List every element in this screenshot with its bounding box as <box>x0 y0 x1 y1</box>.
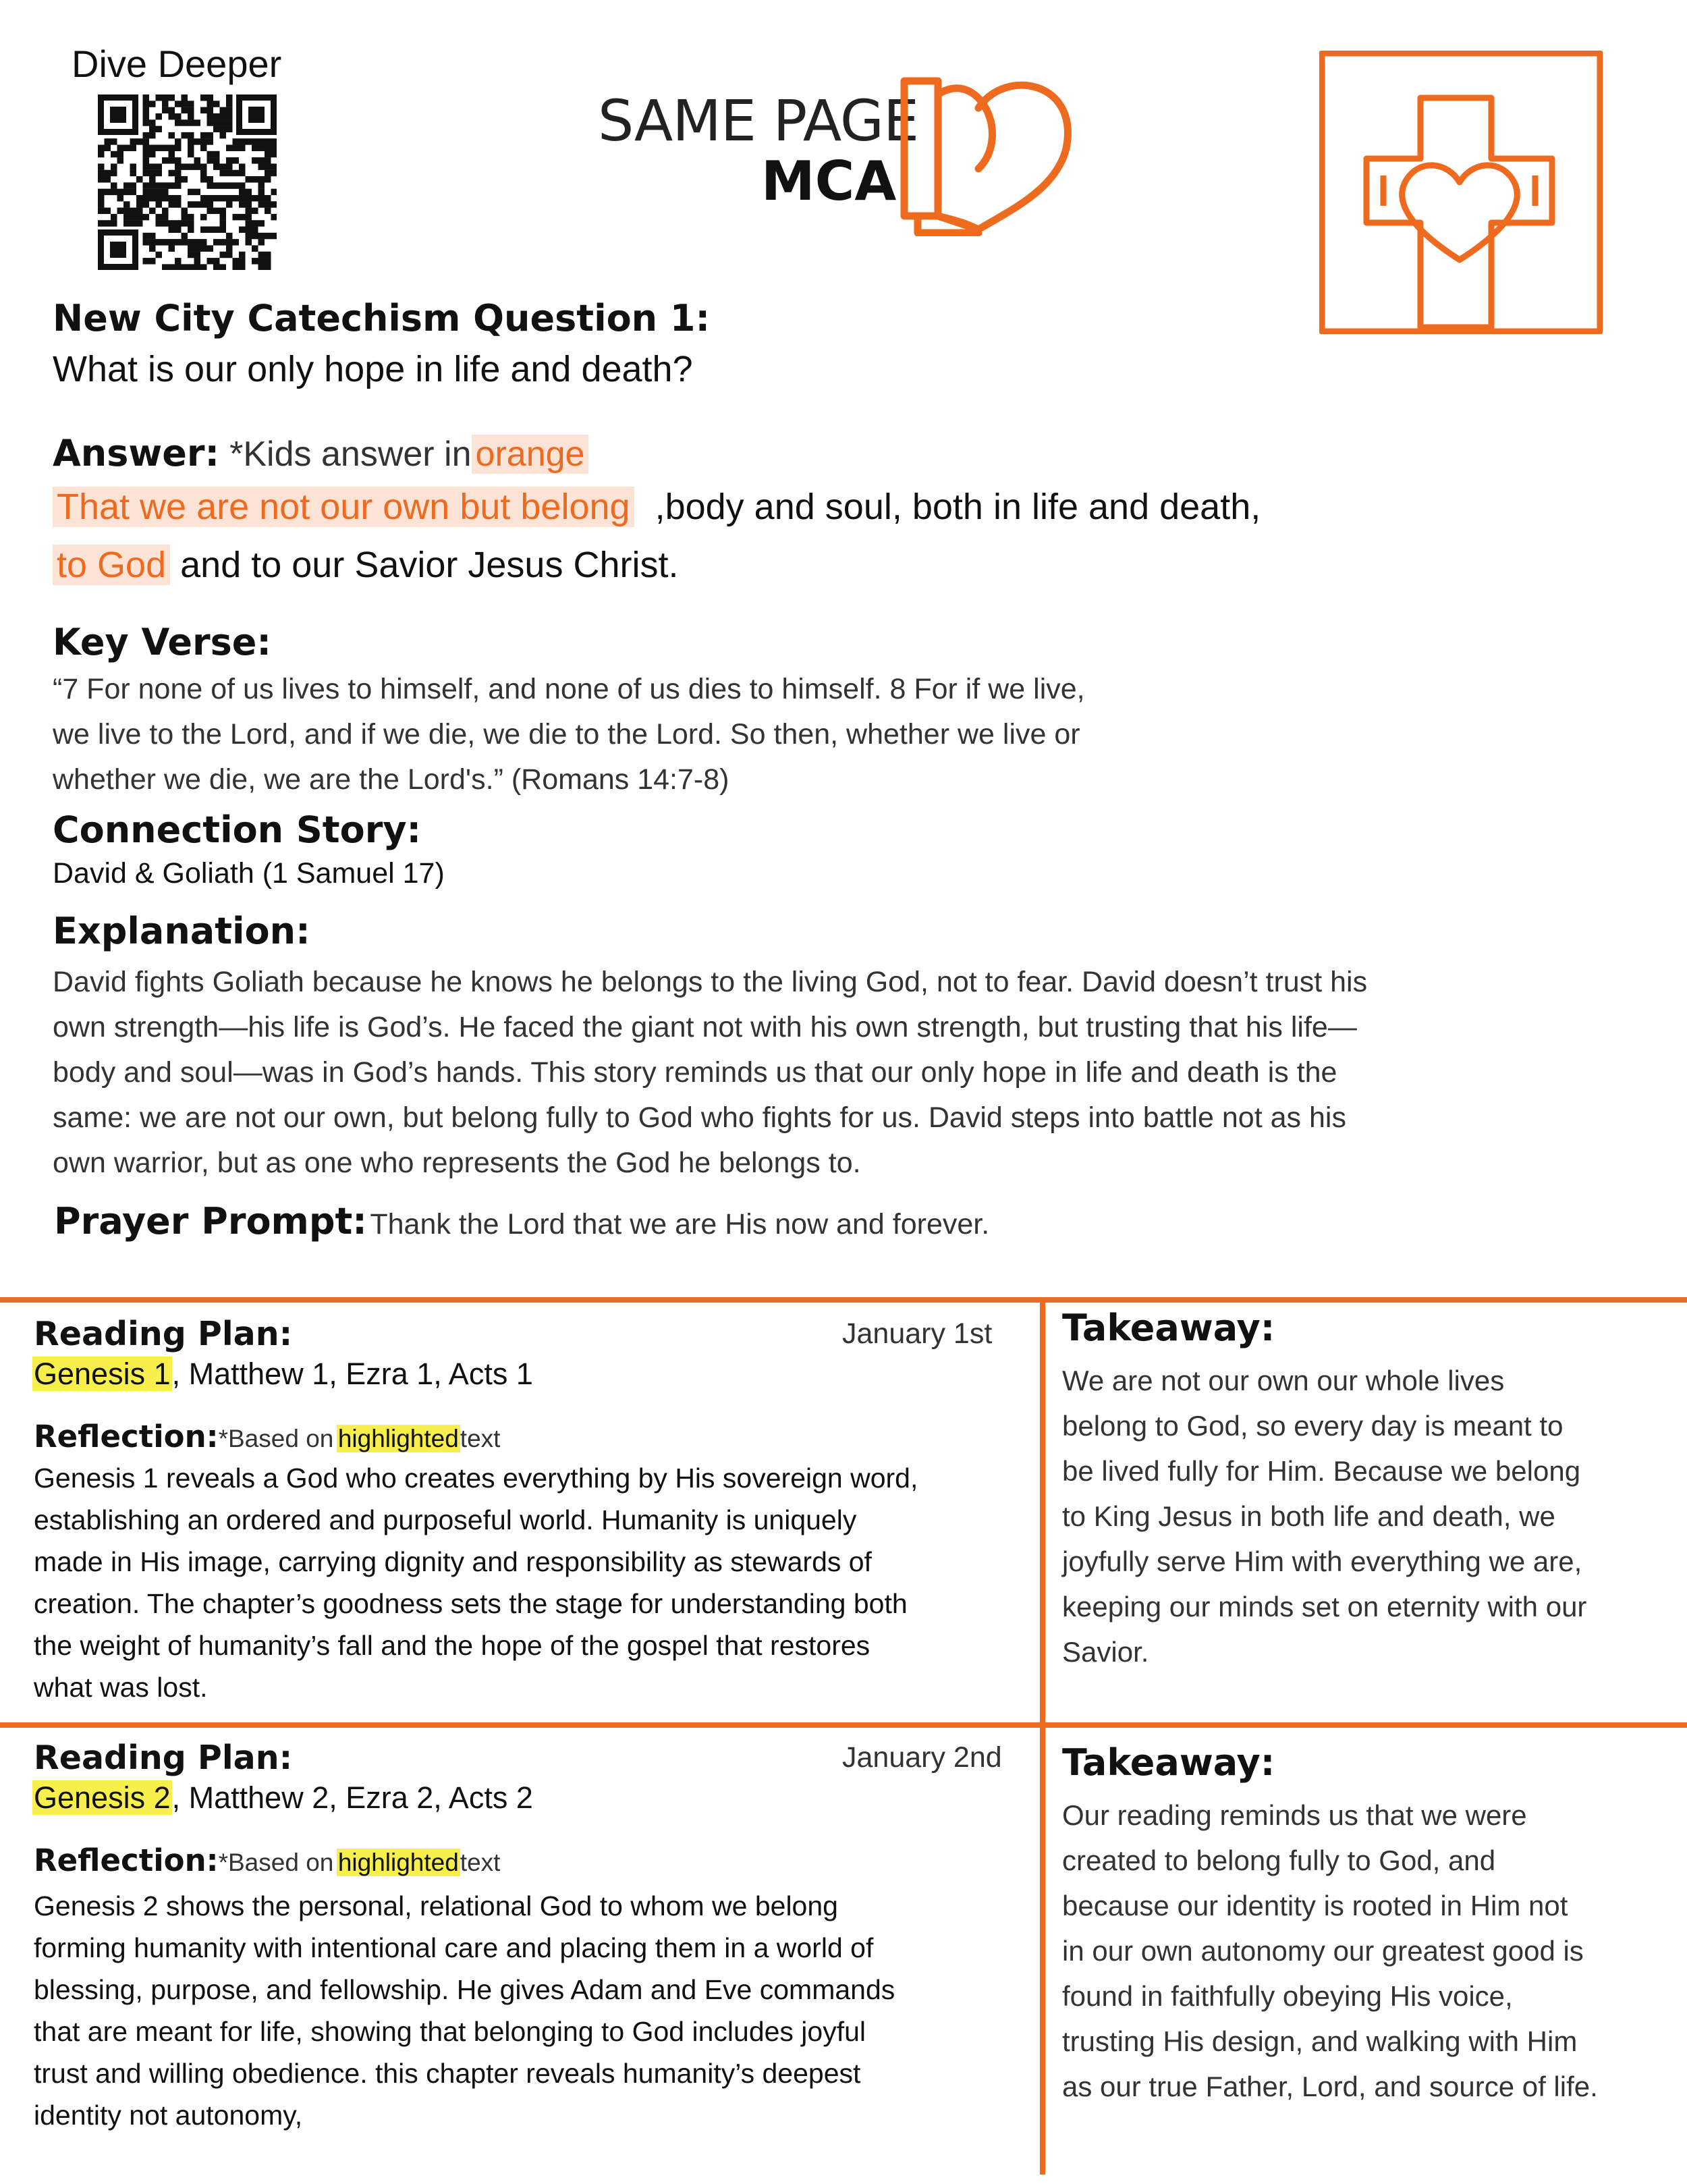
key-verse-label: Key Verse: <box>53 621 271 663</box>
takeaway-line: joyfully serve Him with everything we are, <box>1062 1546 1582 1577</box>
reflection-note: *Based on <box>218 1425 334 1452</box>
reflection-header <box>34 1419 500 1454</box>
reflection-line: made in His image, carrying dignity and responsibility as stewards of <box>34 1546 872 1577</box>
prayer-label: Prayer Prompt: <box>54 1200 367 1243</box>
takeaway-line: found in faithfully obeying His voice, <box>1062 1980 1513 2012</box>
reading-plan-label: Reading Plan: <box>34 1739 293 1777</box>
takeaway-text <box>1062 1358 1586 1674</box>
takeaway-label: Takeaway: <box>1062 1307 1275 1349</box>
divider-top <box>0 1297 1687 1303</box>
reading-highlight-genesis: Genesis 2 <box>34 1780 171 1815</box>
answer-label: Answer: <box>53 432 220 474</box>
explanation-label: Explanation: <box>53 910 310 952</box>
explanation-line: body and soul—was in God’s hands. This story reminds us that our only hope in life and death is the <box>53 1056 1337 1089</box>
reflection-line: creation. The chapter’s goodness sets the stage for understanding both <box>34 1588 908 1619</box>
takeaway-line: Our reading reminds us that we were <box>1062 1799 1527 1831</box>
prayer-prompt <box>54 1200 989 1243</box>
reflection-line: blessing, purpose, and fellowship. He gives Adam and Eve commands <box>34 1974 895 2005</box>
takeaway-line: keeping our minds set on eternity with our <box>1062 1591 1587 1622</box>
connection-story-text: David & Goliath (1 Samuel 17) <box>53 857 445 890</box>
key-verse-text <box>53 667 1085 802</box>
answer-ending: and to our Savior Jesus Christ. <box>180 545 679 585</box>
reflection-note-end: text <box>460 1849 501 1876</box>
reflection-line: forming humanity with intentional care and placing them in a world of <box>34 1932 874 1963</box>
reflection-label: Reflection: <box>34 1419 219 1454</box>
key-verse-line: whether we die, we are the Lord's.” (Romans 14:7-8) <box>53 763 729 796</box>
reading-date: January 1st <box>842 1317 993 1350</box>
reflection-line: Genesis 1 reveals a God who creates everything by His sovereign word, <box>34 1463 918 1494</box>
reflection-note-highlight: highlighted <box>337 1849 459 1876</box>
explanation-line: same: we are not our own, but belong fully to God who fights for us. David steps into battle not as his <box>53 1101 1346 1134</box>
reading-list <box>32 1357 533 1392</box>
takeaway-line: created to belong fully to God, and <box>1062 1845 1496 1876</box>
takeaway-line: in our own autonomy our greatest good is <box>1062 1935 1584 1967</box>
takeaway-text <box>1062 1793 1598 2109</box>
reflection-line: that are meant for life, showing that belonging to God includes joyful <box>34 2016 866 2047</box>
reflection-line: Genesis 2 shows the personal, relational God to whom we belong <box>34 1890 838 1921</box>
answer-line-1 <box>53 432 588 474</box>
answer-note-highlight: orange <box>472 435 589 474</box>
reflection-header <box>34 1842 500 1878</box>
takeaway-line: belong to God, so every day is meant to <box>1062 1410 1564 1442</box>
takeaway-line: be lived fully for Him. Because we belong <box>1062 1455 1581 1487</box>
answer-kids-part-1: That we are not our own but belong <box>53 487 634 527</box>
reflection-text <box>34 1885 895 2136</box>
takeaway-line: to King Jesus in both life and death, we <box>1062 1500 1555 1532</box>
reading-plan-label: Reading Plan: <box>34 1315 293 1353</box>
reflection-note-end: text <box>460 1425 501 1452</box>
logo-text-line2: MCA <box>761 150 897 213</box>
explanation-line: own strength—his life is God’s. He faced the giant not with his own strength, but trusting that his life— <box>53 1011 1357 1043</box>
question-label: New City Catechism Question 1: <box>53 297 711 339</box>
reflection-label: Reflection: <box>34 1842 219 1878</box>
answer-line-3 <box>53 544 678 586</box>
takeaway-label: Takeaway: <box>1062 1741 1275 1784</box>
connection-story-label: Connection Story: <box>53 809 422 851</box>
logo-text-line1: SAME PAGE <box>598 88 919 154</box>
answer-note: *Kids answer in <box>229 435 472 474</box>
key-verse-line: “7 For none of us lives to himself, and none of us dies to himself. 8 For if we live, <box>53 673 1085 705</box>
key-verse-line: we live to the Lord, and if we die, we die to the Lord. So then, whether we live or <box>53 718 1080 750</box>
answer-line-2 <box>53 486 1261 528</box>
answer-kids-part-2: to God <box>53 545 170 585</box>
divider-vertical <box>1040 1297 1045 2175</box>
reflection-line: trust and willing obedience. this chapter reveals humanity’s deepest <box>34 2058 861 2089</box>
reflection-line: the weight of humanity’s fall and the hope of the gospel that restores <box>34 1630 870 1661</box>
book-heart-logo-icon <box>877 54 1086 236</box>
divider-middle <box>0 1722 1687 1728</box>
answer-middle: ,body and soul, both in life and death, <box>655 487 1261 527</box>
reading-list <box>32 1780 533 1816</box>
reading-date: January 2nd <box>842 1741 1002 1774</box>
reading-highlight-genesis: Genesis 1 <box>34 1357 171 1391</box>
reflection-line: establishing an ordered and purposeful world. Humanity is uniquely <box>34 1504 857 1535</box>
explanation-line: David fights Goliath because he knows he belongs to the living God, not to fear. David doesn’t trust his <box>53 966 1368 998</box>
cross-heart-logo-icon <box>1319 51 1603 334</box>
qr-code-icon[interactable] <box>98 94 277 270</box>
dive-deeper-label: Dive Deeper <box>72 43 282 85</box>
reflection-note-highlight: highlighted <box>337 1425 459 1452</box>
explanation-text <box>53 960 1367 1186</box>
takeaway-line: because our identity is rooted in Him not <box>1062 1890 1568 1921</box>
question-text: What is our only hope in life and death? <box>53 349 693 389</box>
reflection-line: identity not autonomy, <box>34 2100 303 2131</box>
prayer-text: Thank the Lord that we are His now and forever. <box>370 1208 990 1240</box>
explanation-line: own warrior, but as one who represents the God he belongs to. <box>53 1147 861 1179</box>
reading-rest: , Matthew 2, Ezra 2, Acts 2 <box>171 1780 533 1815</box>
takeaway-line: We are not our own our whole lives <box>1062 1365 1505 1396</box>
reflection-text <box>34 1457 918 1708</box>
reading-rest: , Matthew 1, Ezra 1, Acts 1 <box>171 1357 533 1391</box>
reflection-note: *Based on <box>218 1849 334 1876</box>
takeaway-line: trusting His design, and walking with Him <box>1062 2025 1578 2057</box>
takeaway-line: as our true Father, Lord, and source of life. <box>1062 2071 1598 2102</box>
takeaway-line: Savior. <box>1062 1636 1149 1668</box>
reflection-line: what was lost. <box>34 1672 208 1703</box>
